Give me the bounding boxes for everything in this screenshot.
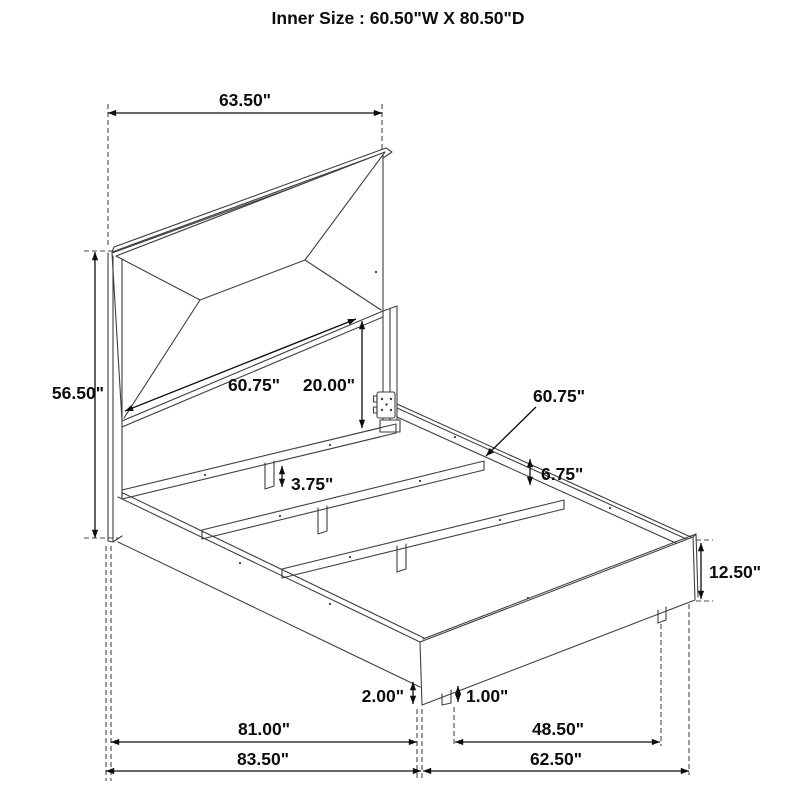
slat-screw-dot xyxy=(349,556,351,558)
dim-slat-width xyxy=(486,386,585,456)
dim-headboard-panel-width-label: 60.75" xyxy=(227,375,281,395)
slat-screw-dot xyxy=(279,515,281,517)
slat-screw-dot xyxy=(499,519,501,521)
bracket-hole xyxy=(381,398,383,400)
dim-overall-width xyxy=(423,749,689,771)
dim-slat-width-label: 60.75" xyxy=(532,386,586,406)
dim-slat-leg-height xyxy=(282,466,333,494)
rail-screw-dot xyxy=(609,507,611,509)
bracket-hook-top xyxy=(374,396,378,402)
slat-1 xyxy=(122,424,396,499)
rail-screw-dot xyxy=(239,562,241,564)
dim-headboard-width xyxy=(108,90,382,113)
dim-headboard-height-label: 56.50" xyxy=(51,383,104,403)
dim-rail-to-footboard-drop-label: 2.00" xyxy=(361,686,404,706)
dim-slat-leg-height-label: 3.75" xyxy=(291,474,334,494)
slat-band xyxy=(202,461,484,539)
left-leg-foot xyxy=(108,536,122,542)
rail-screw-dot xyxy=(329,603,331,605)
dim-headboard-height xyxy=(52,252,104,538)
dim-foot-leg-span xyxy=(455,719,660,742)
slat-screw-dot xyxy=(204,474,206,476)
rail-screw-dot xyxy=(454,436,456,438)
dim-panel-to-slat-gap-label: 20.00" xyxy=(302,375,355,395)
slat-band xyxy=(122,424,396,499)
slat-leg xyxy=(265,461,274,489)
slat-band xyxy=(282,500,564,578)
slat-3 xyxy=(282,500,564,578)
dim-headboard-width-label: 63.50" xyxy=(218,90,272,110)
headboard-right-leg xyxy=(374,306,401,432)
extension-lines xyxy=(84,104,713,781)
dim-footboard-height-label: 12.50" xyxy=(709,562,762,582)
footboard xyxy=(420,534,698,705)
bed-frame xyxy=(118,404,698,705)
footboard-face xyxy=(420,537,695,705)
diagram-title: Inner Size : 60.50"W X 80.50"D xyxy=(271,8,525,28)
slat-screw-dot xyxy=(419,480,421,482)
bracket-hole xyxy=(390,409,392,411)
dimensions xyxy=(52,90,761,771)
dim-foot-leg-span-label: 48.50" xyxy=(531,719,585,739)
footboard-screw-dot xyxy=(527,597,529,599)
dim-floor-clearance xyxy=(458,686,508,706)
bracket-hook-bottom xyxy=(374,407,378,413)
slat-2 xyxy=(202,461,484,539)
dim-footboard-height xyxy=(701,543,761,599)
dim-overall-width-label: 62.50" xyxy=(529,749,583,769)
dim-slat-to-rail-gap-label: 6.75" xyxy=(541,464,584,484)
bracket-hole xyxy=(381,409,383,411)
dim-floor-clearance-label: 1.00" xyxy=(466,686,509,706)
left-rail-top-edge xyxy=(118,497,420,642)
panel-screw-dot xyxy=(375,271,377,273)
dim-overall-depth xyxy=(106,749,421,771)
slat-screw-dot xyxy=(329,444,331,446)
dim-inner-rail-length-label: 81.00" xyxy=(237,719,291,739)
bracket-hole xyxy=(385,403,387,405)
dim-slat-width-leader xyxy=(486,407,536,456)
dim-rail-to-footboard-drop xyxy=(362,682,413,706)
dim-inner-rail-length xyxy=(111,719,417,742)
bracket-hole xyxy=(390,398,392,400)
dim-overall-depth-label: 83.50" xyxy=(236,749,290,769)
